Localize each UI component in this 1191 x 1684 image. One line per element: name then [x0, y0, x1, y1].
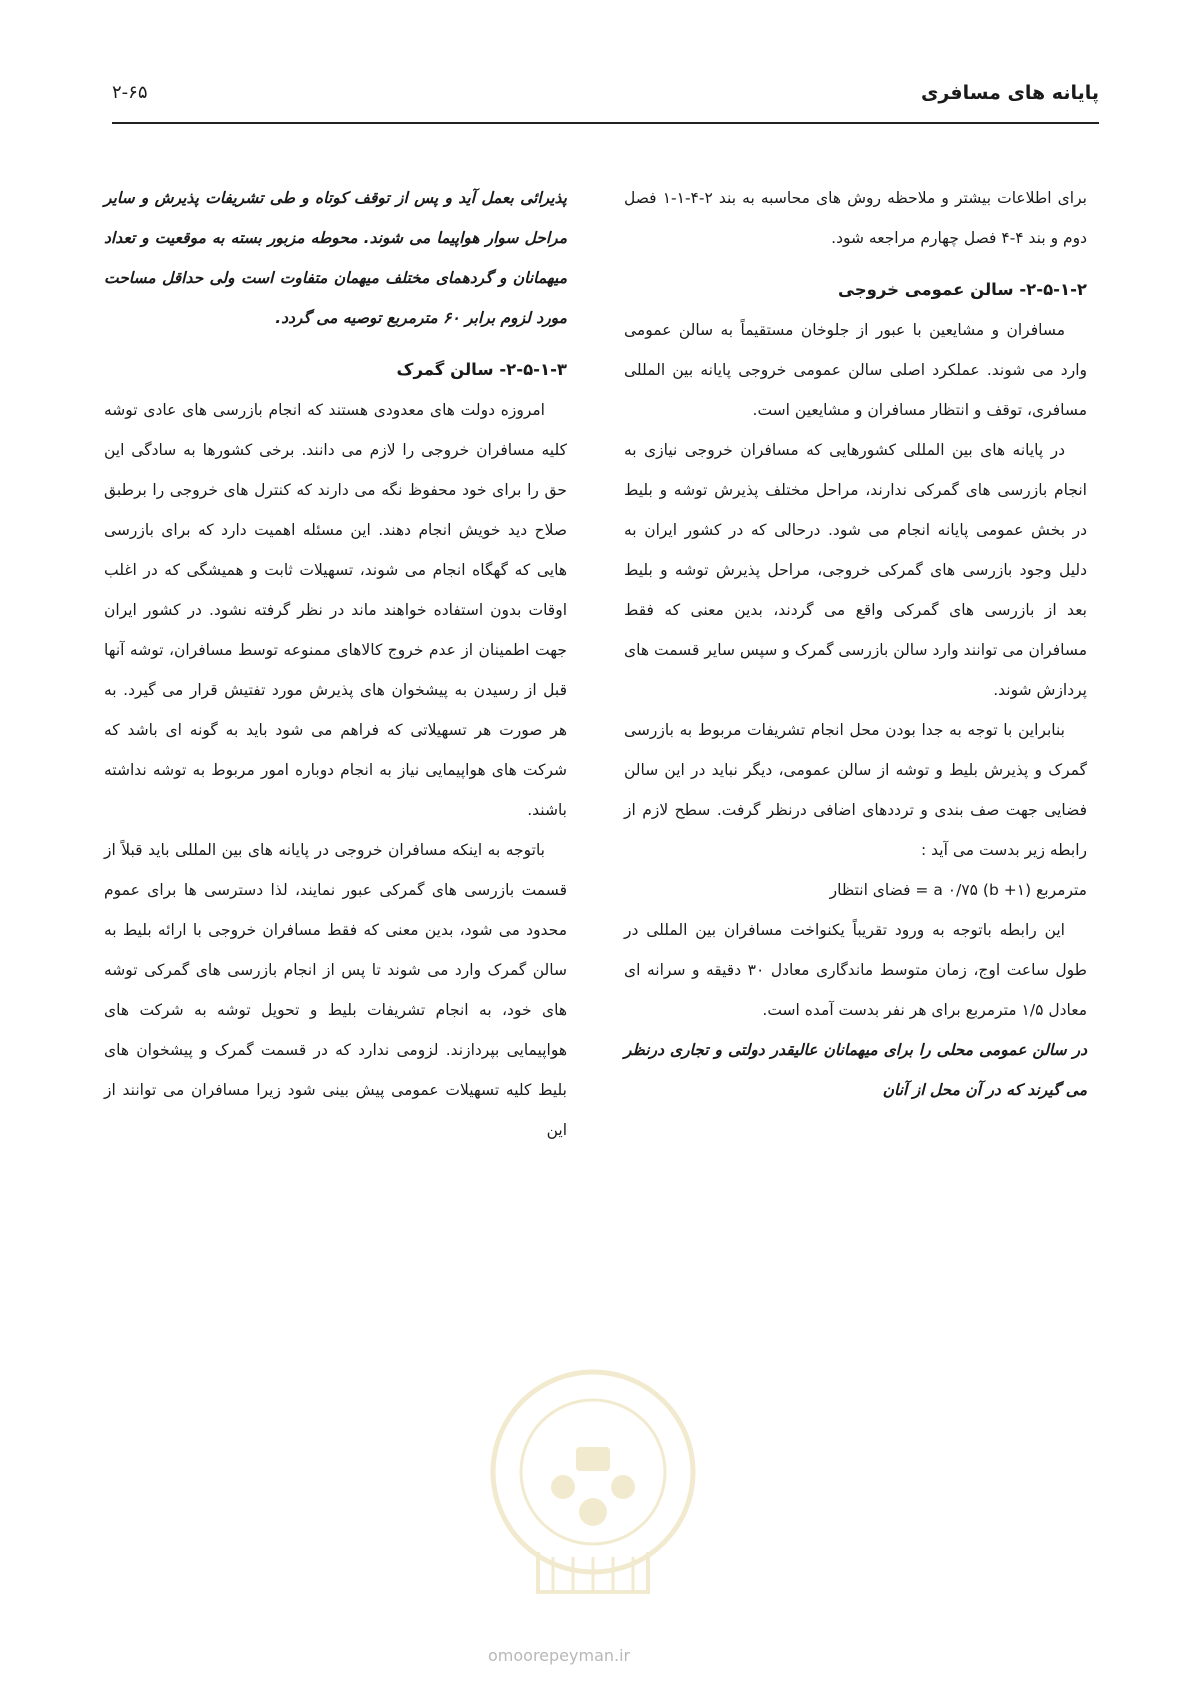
- left-column: [104, 178, 567, 1150]
- watermark-stamp-icon: [478, 1352, 708, 1602]
- section-heading-customs-hall: ۲-۵-۱-۳- سالن گمرک: [396, 360, 567, 379]
- paragraph: امروزه دولت های معدودی هستند که انجام بازرسی های عادی توشه کلیه مسافران خروجی را لازم می دانند. برخی کشورها به سادگی این حق را برای خود محفوظ نگه می دارند که کنترل های خروجی را برطبق صلاح دید خویش انجام دهند. این مسئله اهمیت دارد که برای بازرسی هایی که گهگاه انجام می شوند، تسهیلات ثابت و همیشگی که در اغلب اوقات بدون استفاده خواهند ماند در نظر گرفته نشود. در کشور ایران جهت اطمینان از عدم خروج کالاهای ممنوعه توسط مسافران، توشه آنها قبل از رسیدن به پیشخوان های پذیرش مورد تفتیش قرار می گیرد. به هر صورت هر تسهیلاتی که فراهم می شود باید به گونه ای باشد که شرکت های هواپیمایی نیاز به انجام دوباره امور مربوط به توشه نداشته باشند.: [104, 401, 567, 819]
- paragraph: بنابراین با توجه به جدا بودن محل انجام تشریفات مربوط به بازرسی گمرک و پذیرش بلیط و توشه از سالن عمومی، دیگر نباید در این سالن فضایی جهت صف بندی و ترددهای اضافی درنظر گرفت. سطح لازم از رابطه زیر بدست می آید :: [624, 721, 1087, 859]
- page-header: [112, 78, 1099, 124]
- paragraph-italic: در سالن عمومی محلی را برای میهمانان عالیقدر دولتی و تجاری درنظر می گیرند که در آن محل از آنان: [624, 1041, 1087, 1099]
- paragraph-reference: برای اطلاعات بیشتر و ملاحظه روش های محاسبه به بند ۲-۴-۱-۱ فصل دوم و بند ۴-۴ فصل چهارم مراجعه شود.: [624, 189, 1087, 247]
- footer-website: omoorepeyman.ir: [488, 1646, 631, 1665]
- paragraph: باتوجه به اینکه مسافران خروجی در پایانه های بین المللی باید قبلاً از قسمت بازرسی های گمرکی عبور نمایند، لذا دسترسی ها برای عموم محدود می شود، بدین معنی که فقط مسافران خروجی با ارائه بلیط به سالن گمرک وارد می شوند تا پس از انجام بازرسی های گمرکی توشه های خود، به انجام تشریفات بلیط و تحویل توشه به شرکت های هواپیمایی بپردازند. لزومی ندارد که در قسمت گمرک و پیشخوان های بلیط کلیه تسهیلات عمومی پیش بینی شود زیرا مسافران می توانند از این: [104, 841, 567, 1139]
- paragraph: در پایانه های بین المللی کشورهایی که مسافران خروجی نیازی به انجام بازرسی های گمرکی ندارند، مراحل مختلف پذیرش توشه و بلیط در بخش عمومی پایانه انجام می شود. درحالی که در کشور ایران به دلیل وجود بازرسی های گمرکی خروجی، مراحل پذیرش توشه و بلیط بعد از بازرسی های گمرکی واقع می گردند، بدین معنی که فقط مسافران می توانند وارد سالن بازرسی گمرک و سپس سایر قسمت های پردازش شوند.: [624, 441, 1087, 699]
- formula-waiting-space: مترمربع (b +۱) a ۰/۷۵ = فضای انتظار: [829, 881, 1087, 899]
- paragraph-italic: پذیرائی بعمل آید و پس از توقف کوتاه و طی تشریفات پذیرش و سایر مراحل سوار هواپیما می شوند. محوطه مزبور بسته به موقعیت و تعداد میهمانان و گردهمای مختلف میهمان متفاوت است ولی حداقل مساحت مورد لزوم برابر ۶۰ مترمربع توصیه می گردد.: [104, 189, 567, 327]
- page-number: ۲-۶۵: [112, 82, 148, 103]
- right-column: [624, 178, 1087, 1110]
- section-heading-general-departure-hall: ۲-۵-۱-۲- سالن عمومی خروجی: [838, 280, 1087, 299]
- paragraph: مسافران و مشایعین با عبور از جلوخان مستقیماً به سالن عمومی وارد می شوند. عملکرد اصلی سالن عمومی خروجی پایانه بین المللی مسافری، توقف و انتظار مسافران و مشایعین است.: [624, 321, 1087, 419]
- running-title: پایانه های مسافری: [920, 82, 1099, 104]
- paragraph: این رابطه باتوجه به ورود تقریباً یکنواخت مسافران بین المللی در طول ساعت اوج، زمان متوسط ماندگاری معادل ۳۰ دقیقه و سرانه ای معادل ۱/۵ مترمربع برای هر نفر بدست آمده است.: [624, 921, 1087, 1019]
